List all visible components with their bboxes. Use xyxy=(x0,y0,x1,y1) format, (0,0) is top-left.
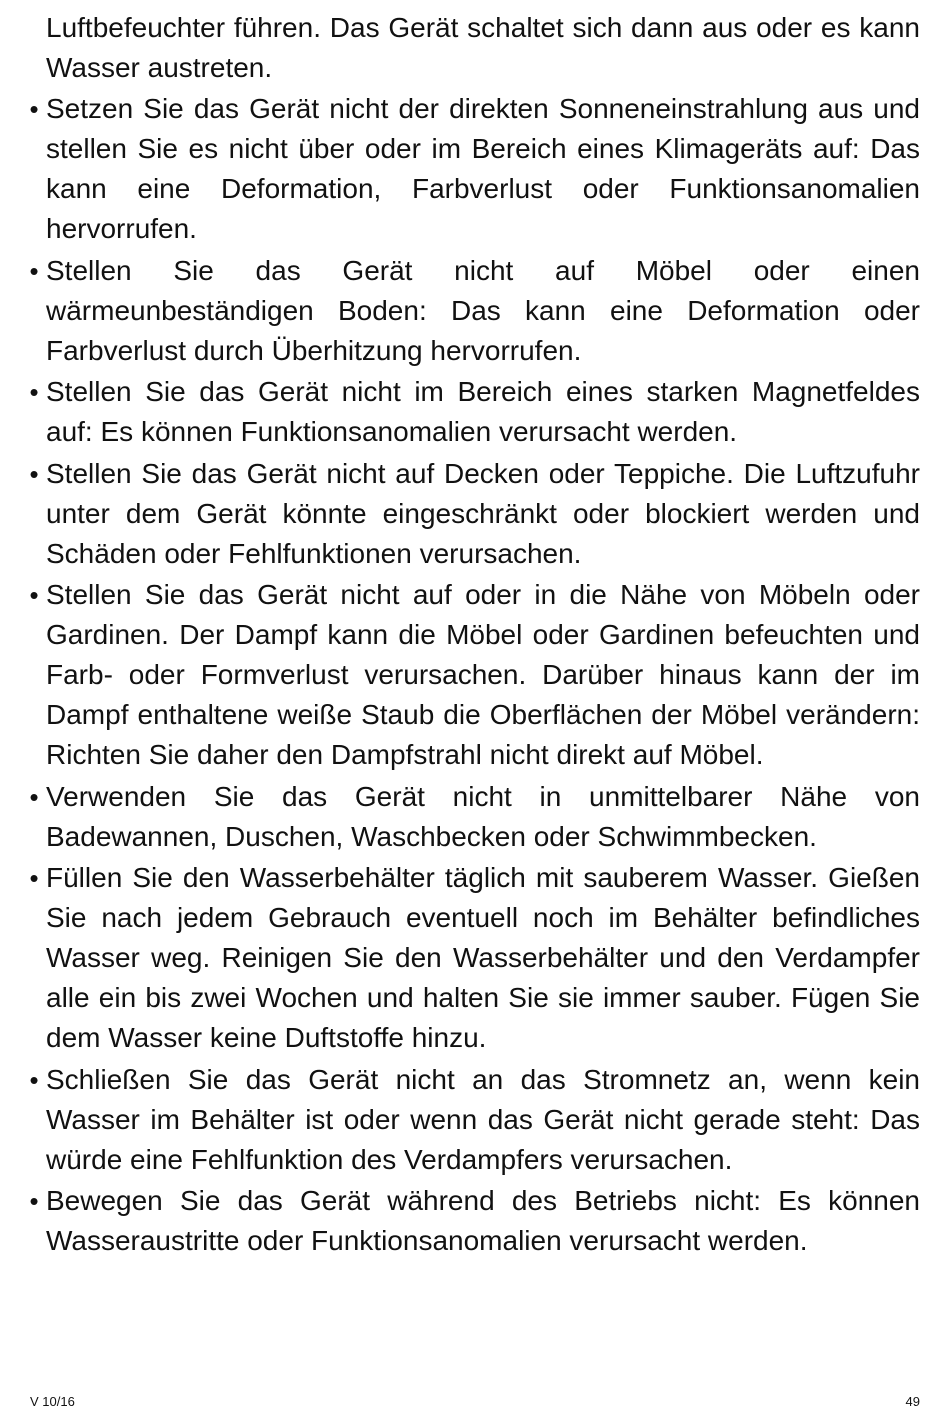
list-item xyxy=(29,372,920,452)
list-item-text: Stellen Sie das Gerät nicht auf oder in die Nähe von Möbeln oder Gardinen. Der Dampf kann die Möbel oder Gardinen befeuchten und Farb- oder Formverlust verursachen. Darüber hinaus kann der im Dampf enthaltene weiße Staub die Oberflächen der Möbel verändern: Richten Sie daher den Dampfstrahl nicht direkt auf Möbel. xyxy=(46,579,920,770)
list-item xyxy=(29,1060,920,1180)
list-item xyxy=(29,454,920,574)
list-item-text: Füllen Sie den Wasserbehälter täglich mit sauberem Wasser. Gießen Sie nach jedem Gebrauch eventuell noch im Behälter befindliches Wasser weg. Reinigen Sie den Wasserbehälter und den Verdampfer alle ein bis zwei Wochen und halten Sie sie immer sauber. Fügen Sie dem Wasser keine Duftstoffe hinzu. xyxy=(46,862,920,1053)
list-item xyxy=(29,575,920,775)
list-item-text: Schließen Sie das Gerät nicht an das Stromnetz an, wenn kein Wasser im Behälter ist oder wenn das Gerät nicht gerade steht: Das würde eine Fehlfunktion des Verdampfers verursachen. xyxy=(46,1063,920,1175)
list-item xyxy=(29,1181,920,1261)
safety-instructions-list xyxy=(0,89,950,1261)
bullet-icon: • xyxy=(29,580,39,610)
list-item-text: Setzen Sie das Gerät nicht der direkten Sonneneinstrahlung aus und stellen Sie es nicht über oder im Bereich eines Klimageräts auf: Das kann eine Deformation, Farbverlust oder Funktionsanomalien hervorrufen. xyxy=(46,93,920,244)
bullet-icon: • xyxy=(29,1186,39,1216)
list-item-text: Stellen Sie das Gerät nicht auf Möbel oder einen wärmeunbeständigen Boden: Das kann eine Deformation oder Farbverlust durch Überhitzung hervorrufen. xyxy=(46,254,920,366)
bullet-icon: • xyxy=(29,458,39,489)
list-item xyxy=(29,251,920,371)
document-body xyxy=(0,8,950,1263)
bullet-icon: • xyxy=(29,377,39,407)
version-label: V 10/16 xyxy=(30,1394,75,1409)
list-item-text: Bewegen Sie das Gerät während des Betriebs nicht: Es können Wasseraustritte oder Funktionsanomalien verursacht werden. xyxy=(46,1185,920,1256)
continued-paragraph: Luftbefeuchter führen. Das Gerät schaltet sich dann aus oder es kann Wasser austreten. xyxy=(46,12,920,83)
bullet-icon: • xyxy=(29,94,39,124)
list-item-text: Stellen Sie das Gerät nicht im Bereich eines starken Magnetfeldes auf: Es können Funktionsanomalien verursacht werden. xyxy=(46,376,920,447)
bullet-icon: • xyxy=(29,863,39,893)
list-item-text: Stellen Sie das Gerät nicht auf Decken oder Teppiche. Die Luftzufuhr unter dem Gerät könnte eingeschränkt oder blockiert werden und Schäden oder Fehlfunktionen verursachen. xyxy=(46,457,920,569)
bullet-icon: • xyxy=(29,781,39,812)
bullet-icon: • xyxy=(29,1064,39,1095)
list-item-text: Verwenden Sie das Gerät nicht in unmittelbarer Nähe von Badewannen, Duschen, Waschbecken oder Schwimmbecken. xyxy=(46,780,920,852)
list-item xyxy=(29,858,920,1058)
bullet-icon: • xyxy=(29,255,39,286)
page-number: 49 xyxy=(905,1394,920,1409)
list-item xyxy=(29,89,920,249)
list-item xyxy=(29,777,920,857)
